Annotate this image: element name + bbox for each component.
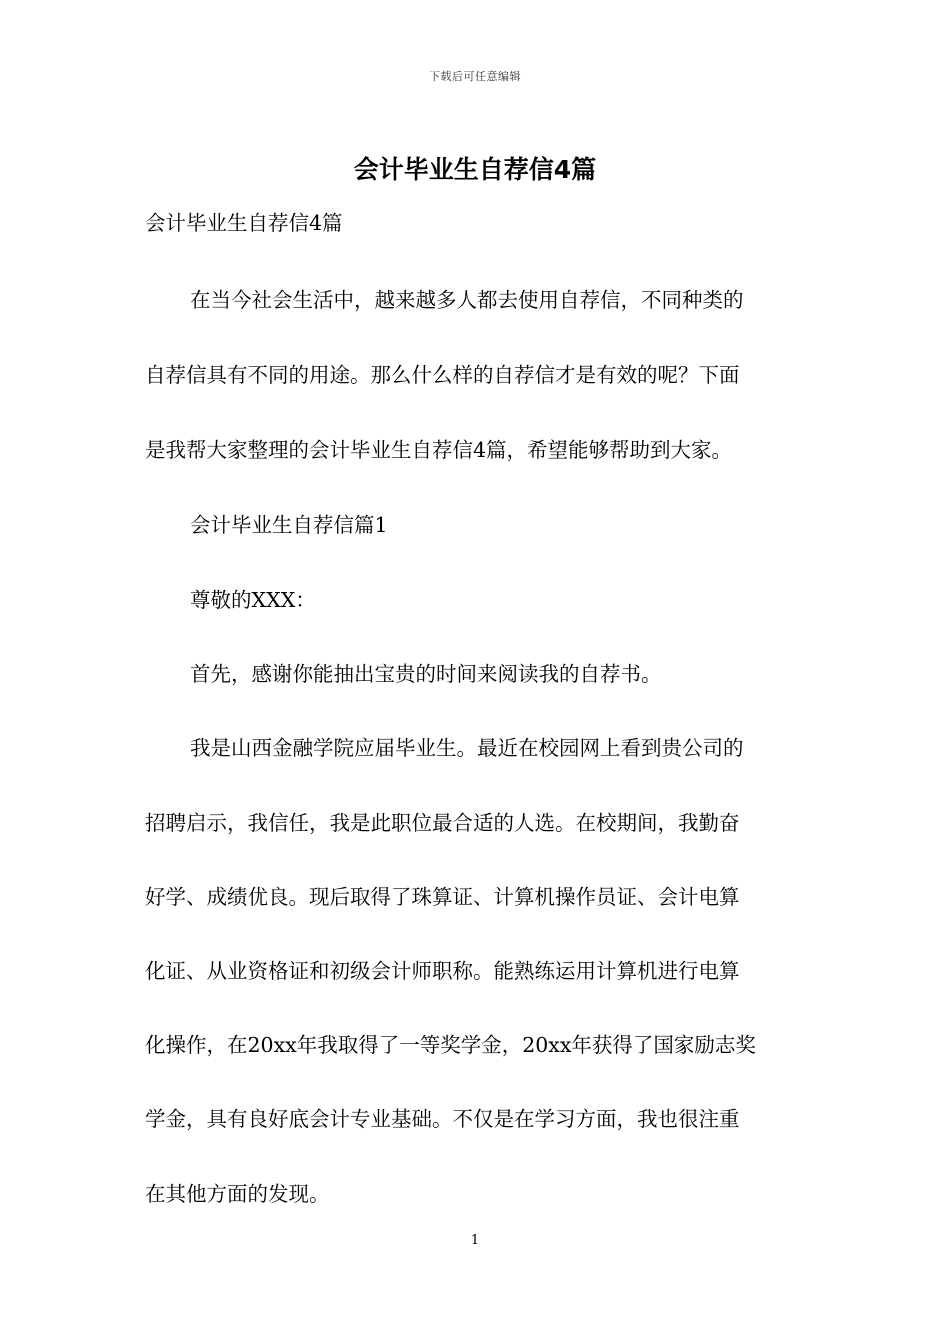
paragraph-line: 学金，具有良好底会计专业基础。不仅是在学习方面，我也很注重 [145,1107,740,1131]
document-title: 会计毕业生自荐信4篇 [353,155,597,184]
paragraph-line: 在当今社会生活中，越来越多人都去使用自荐信，不同种类的 [190,288,744,312]
header-note: 下载后可任意编辑 [429,70,521,83]
paragraph-line: 首先，感谢你能抽出宝贵的时间来阅读我的自荐书。 [190,662,662,686]
paragraph-line: 化操作，在20xx年我取得了一等奖学金，20xx年获得了国家励志奖 [145,1033,756,1057]
paragraph-line: 我是山西金融学院应届毕业生。最近在校园网上看到贵公司的 [190,736,744,760]
salutation: 尊敬的XXX： [190,588,316,612]
paragraph-line: 化证、从业资格证和初级会计师职称。能熟练运用计算机进行电算 [145,959,740,983]
paragraph-line: 在其他方面的发现。 [145,1182,330,1206]
page-number: 1 [470,1233,480,1248]
paragraph-line: 自荐信具有不同的用途。那么什么样的自荐信才是有效的呢？下面 [145,363,740,387]
paragraph-line: 好学、成绩优良。现后取得了珠算证、计算机操作员证、会计电算 [145,885,740,909]
section-heading: 会计毕业生自荐信篇1 [190,513,388,537]
paragraph-line: 招聘启示，我信任，我是此职位最合适的人选。在校期间，我勤奋 [145,811,740,835]
paragraph-line: 是我帮大家整理的会计毕业生自荐信4篇，希望能够帮助到大家。 [145,438,733,462]
subtitle-line: 会计毕业生自荐信4篇 [145,211,343,235]
